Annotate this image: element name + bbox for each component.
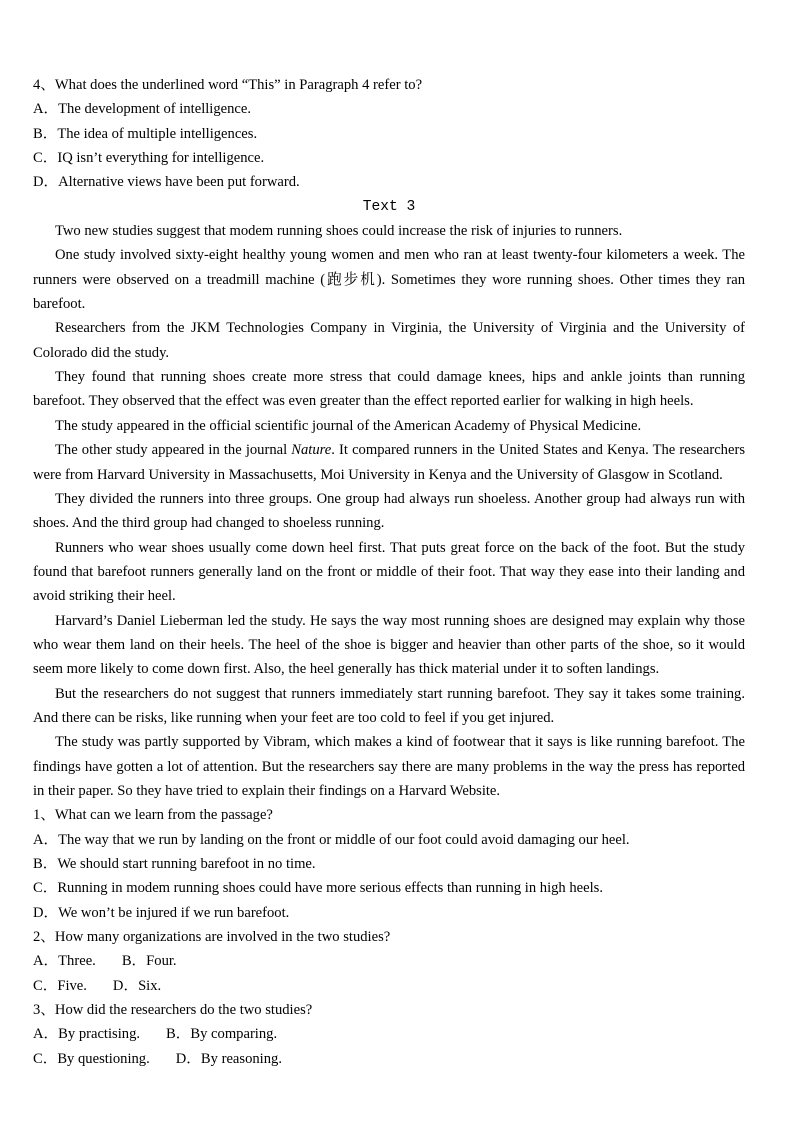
option-line-cd xyxy=(33,974,745,998)
passage-paragraph-6 xyxy=(33,438,745,487)
option-a xyxy=(33,1026,140,1042)
question-line xyxy=(33,73,745,97)
option-line-a xyxy=(33,97,745,121)
question-text: What can we learn from the passage? xyxy=(54,807,273,824)
option-line-b xyxy=(33,852,745,876)
option-label: B． xyxy=(33,125,58,142)
option-label: A． xyxy=(33,831,59,848)
option-label: D． xyxy=(175,1050,201,1067)
option-label: A． xyxy=(33,101,59,118)
option-line-ab xyxy=(33,949,745,973)
option-text: Five. xyxy=(57,977,87,994)
option-text: Four. xyxy=(146,953,177,970)
option-label: A． xyxy=(33,953,59,970)
option-text: Three. xyxy=(58,953,96,970)
question-number: 4、 xyxy=(33,77,55,93)
question-number: 1、 xyxy=(33,807,55,824)
option-label: C． xyxy=(33,977,58,994)
option-text: We should start running barefoot in no time. xyxy=(57,856,316,872)
paragraph-text-after: . It compared runners in the United States and Kenya. The researchers were from Harvard University in Massachusetts, Moi University in Kenya and the University of Glasgow in Scotland. xyxy=(33,442,746,483)
passage-paragraph-11: The study was partly supported by Vibram, which makes a kind of footwear that it says is like running barefoot. The findings have gotten a lot of attention. But the researchers say there are many problems in the way the press has reported in their paper. So they have tried to explain their findings on a Harvard Website. xyxy=(33,734,745,799)
passage-paragraph-4: They found that running shoes create more stress that could damage knees, hips and ankle joints than running barefoot. They observed that the effect was even greater than the effect reported earlier for walking in high heels. xyxy=(33,369,745,410)
option-line-c xyxy=(33,146,745,170)
option-label: D． xyxy=(33,904,59,921)
option-c xyxy=(33,1051,150,1067)
option-text: By practising. xyxy=(58,1026,141,1043)
option-text: The way that we run by landing on the front or middle of our foot could avoid damaging our heel. xyxy=(58,831,630,848)
option-label: D． xyxy=(112,977,139,994)
option-label: C． xyxy=(33,150,58,167)
passage-paragraph-9: Harvard’s Daniel Lieberman led the study. He says the way most running shoes are designed may explain why those who wear them land on their heels. The heel of the shoe is bigger and heavier than other parts of the shoe, so it would seem more likely to come down first. Also, the heel generally has thick material under it to soften landings. xyxy=(33,612,745,678)
passage-section xyxy=(33,195,745,804)
option-line-c xyxy=(33,876,745,900)
journal-name-italic: Nature xyxy=(291,442,332,459)
passage-paragraph-3: Researchers from the JKM Technologies Company in Virginia, the University of Virginia and the University of Colorado did the study. xyxy=(33,320,745,361)
option-line-b xyxy=(33,122,745,146)
question-1-block xyxy=(33,803,745,925)
question-text: How many organizations are involved in the two studies? xyxy=(54,929,391,946)
option-text: Alternative views have been put forward. xyxy=(58,174,300,191)
passage-title: Text 3 xyxy=(362,198,416,215)
passage-paragraph-1: Two new studies suggest that modem running shoes could increase the risk of injuries to runners. xyxy=(55,223,623,240)
passage-paragraph-2: One study involved sixty-eight healthy young women and men who ran at least twenty-four kilometers a week. The runners were observed on a treadmill machine (跑步机). Sometimes they wore running shoes. Other times they ran barefoot. xyxy=(33,247,745,313)
option-text: IQ isn’t everything for intelligence. xyxy=(57,150,265,167)
option-text: The idea of multiple intelligences. xyxy=(57,125,258,142)
option-b xyxy=(166,1026,277,1042)
passage-paragraph-7: They divided the runners into three groups. One group had always run shoeless. Another group had always run with shoes. And the third group had changed to shoeless running. xyxy=(33,490,745,532)
question-text: What does the underlined word “This” in Paragraph 4 refer to? xyxy=(54,77,423,93)
option-d xyxy=(113,978,161,994)
option-c xyxy=(33,978,87,994)
option-text: We won’t be injured if we run barefoot. xyxy=(58,904,290,921)
question-number: 2、 xyxy=(33,929,55,946)
option-text: By comparing. xyxy=(190,1026,278,1043)
option-label: B． xyxy=(33,856,58,872)
passage-paragraph-8: Runners who wear shoes usually come down heel first. That puts great force on the back of the foot. But the study found that barefoot runners generally land on the front or middle of their foot. That way they ease into their landing and avoid striking their heel. xyxy=(33,539,745,605)
option-label: A． xyxy=(33,1026,59,1043)
option-label: C． xyxy=(33,1050,58,1067)
question-line xyxy=(33,803,745,827)
passage-paragraph-10: But the researchers do not suggest that runners immediately start running barefoot. They say it takes some training. And there can be risks, like running when your feet are too cold to feel if you get injured. xyxy=(33,685,745,726)
question-line xyxy=(33,998,745,1022)
paragraph-text-before: The other study appeared in the journal xyxy=(55,442,292,459)
option-line-d xyxy=(33,901,745,925)
passage-paragraph-5: The study appeared in the official scientific journal of the American Academy of Physical Medicine. xyxy=(55,417,642,434)
option-text: The development of intelligence. xyxy=(58,101,252,118)
option-line-ab xyxy=(33,1022,745,1046)
question-number: 3、 xyxy=(33,1002,55,1019)
option-text: Running in modem running shoes could have more serious effects than running in high heels. xyxy=(57,880,604,897)
question-line xyxy=(33,925,745,949)
option-b xyxy=(122,953,177,969)
option-text: Six. xyxy=(138,977,162,994)
option-label: B． xyxy=(166,1026,191,1043)
option-line-a xyxy=(33,828,745,852)
option-label: C． xyxy=(33,880,58,897)
option-label: D． xyxy=(33,174,59,191)
question-3-block xyxy=(33,998,745,1071)
option-a xyxy=(33,953,96,969)
question-2-block xyxy=(33,925,745,998)
option-label: B． xyxy=(121,953,147,970)
option-text: By reasoning. xyxy=(200,1050,282,1067)
question-text: How did the researchers do the two studies? xyxy=(54,1002,313,1019)
option-line-cd xyxy=(33,1047,745,1071)
option-line-d xyxy=(33,170,745,194)
option-d xyxy=(176,1051,282,1067)
question-4-block xyxy=(33,73,745,195)
option-text: By questioning. xyxy=(57,1050,150,1067)
